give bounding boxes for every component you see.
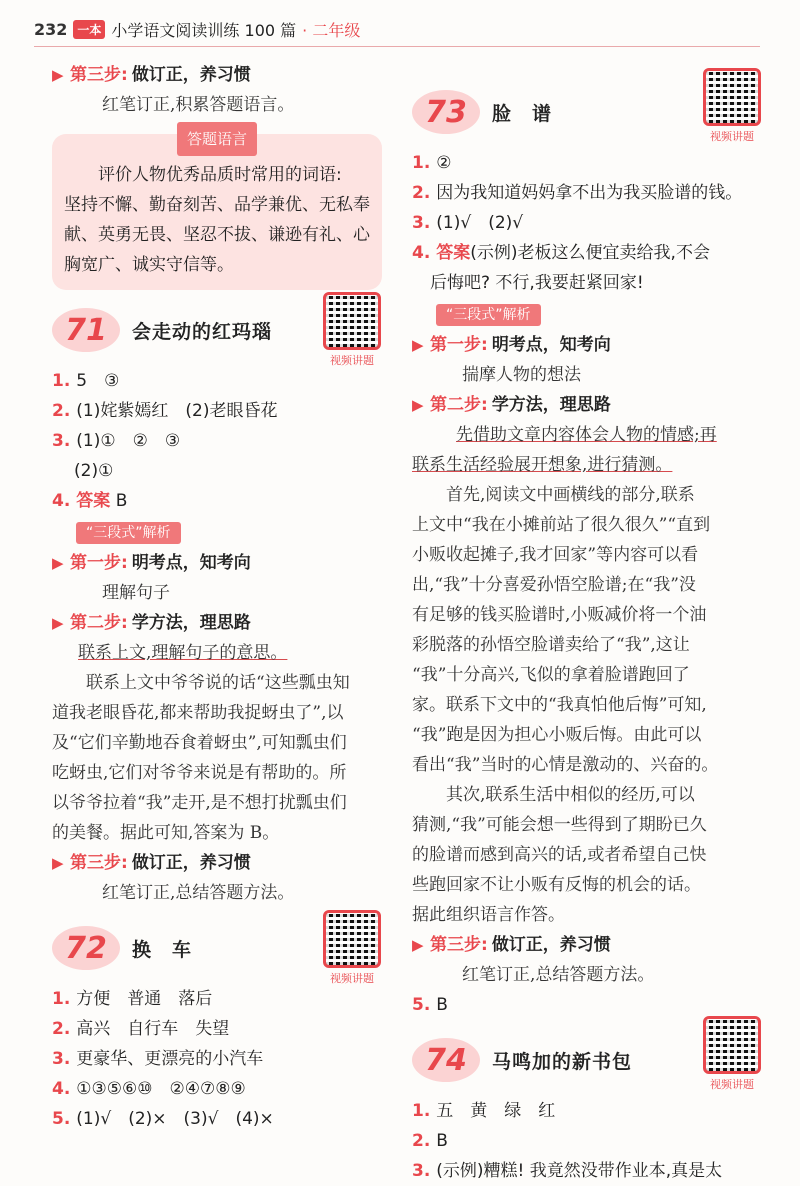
para-line: 道我老眼昏花,都来帮助我捉蚜虫了”,以 [52,703,344,723]
chapter-number-badge: 73 [412,90,480,134]
step-body: 联系上文,理解句子的意思。 [78,643,288,663]
para-line: 以爷爷拉着“我”走开,是不想打扰瓢虫们 [52,793,347,813]
arrow-icon: ▶ [412,336,424,354]
para-line: 其次,联系生活中相似的经历,可以 [446,785,695,805]
para-line: 吃蚜虫,它们对爷爷来说是有帮助的。所 [52,763,347,783]
step-text: 做订正，养习惯 [131,65,251,85]
para-line: “我”跑是因为担心小贩后悔。由此可以 [412,725,702,745]
para-line: 些跑回家不让小贩有反悔的机会的话。 [412,875,701,895]
arrow-icon: ▶ [52,614,64,632]
box-line: 胸宽广、诚实守信等。 [64,255,234,275]
chapter-title: 马鸣加的新书包 [492,1050,633,1073]
step3-heading [52,60,382,90]
para-line: 家。联系下文中的“我真怕他后悔”可知, [412,695,707,715]
step3-heading: ▶ 第三步: 做订正，养习惯 [52,848,382,878]
answer-item: 4. 答案(示例)老板这么便宜卖给我,不会 [412,243,710,263]
right-column [412,60,762,1186]
para-line: “我”十分高兴,飞似的拿着脸谱跑回了 [412,665,690,685]
para-line: 出,“我”十分喜爱孙悟空脸谱;在“我”没 [412,575,696,595]
answer-item: 4. 答案 B [52,491,128,511]
chapter-74-heading [412,1030,762,1090]
para-line: 及“它们辛勤地吞食着蚜虫”,可知瓢虫们 [52,733,347,753]
chapter-title: 脸 谱 [492,102,553,125]
step2-heading: ▶ 第二步: 学方法，理思路 [412,390,762,420]
step-body: 先借助文章内容体会人物的情感;再 [456,425,717,445]
para-line: 猜测,“我”可能会想一些得到了期盼已久 [412,815,707,835]
qr-code[interactable] [322,910,382,986]
qr-code[interactable] [322,292,382,368]
answer-item: 3. (示例)糟糕! 我竟然没带作业本,真是太 [412,1161,723,1181]
chapter-71-heading [52,300,382,367]
page-header [34,14,360,44]
left-column [52,60,382,1134]
answer-item: 2. 高兴 自行车 失望 [52,1019,230,1039]
step-body: 红笔订正,总结答题方法。 [462,965,655,985]
para-line: 联系上文中爷爷说的话“这些瓢虫知 [86,673,350,693]
analysis-pill: “三段式”解析 [76,522,181,544]
qr-caption: 视频讲题 [710,1078,754,1091]
para-line: 的美餐。据此可知,答案为 B。 [52,823,280,843]
answer-item: 后悔吧? 不行,我要赶紧回家! [430,273,644,293]
step-body: 揣摩人物的想法 [462,365,581,385]
arrow-icon: ▶ [412,396,424,414]
analysis-pill: “三段式”解析 [436,304,541,326]
arrow-icon: ▶ [412,936,424,954]
arrow-icon: ▶ [52,854,64,872]
box-tag: 答题语言 [177,122,257,156]
answer-item: 1. 5 ③ [52,371,120,391]
chapter-number-badge: 72 [52,926,120,970]
qr-code-icon [703,68,761,126]
answer-language-box [52,130,382,290]
step-body: 联系生活经验展开想象,进行猜测。 [412,455,673,475]
chapter-72-heading [52,918,382,985]
qr-code[interactable] [702,68,762,144]
step-body: 红笔订正,积累答题语言。 [102,95,295,115]
box-line: 坚持不懈、勤奋刻苦、品学兼优、无私奉 [64,195,370,215]
step1-heading: ▶ 第一步: 明考点，知考向 [52,548,382,578]
answer-item: 3. (1)① ② ③ [52,431,181,451]
para-line: 看出“我”当时的心情是激动的、兴奋的。 [412,755,719,775]
series-logo: 一本 [73,20,105,39]
qr-code-icon [323,910,381,968]
answer-item: 5. B [412,995,448,1015]
para-line: 小贩收起摊子,我才回家”等内容可以看 [412,545,699,565]
qr-code-icon [703,1016,761,1074]
box-line: 献、英勇无畏、坚忍不拔、谦逊有礼、心 [64,225,370,245]
answer-item: 1. 五 黄 绿 红 [412,1101,556,1121]
step2-heading: ▶ 第二步: 学方法，理思路 [52,608,382,638]
step-label: 第三步: [70,65,128,85]
answer-item: 3. 更豪华、更漂亮的小汽车 [52,1049,264,1069]
qr-code-icon [323,292,381,350]
step3-heading: ▶ 第三步: 做订正，养习惯 [412,930,762,960]
answer-item: 2. 因为我知道妈妈拿不出为我买脸谱的钱。 [412,183,743,203]
para-line: 的脸谱而感到高兴的话,或者希望自己快 [412,845,707,865]
para-line: 据此组织语言作答。 [412,905,565,925]
answer-item: 4. ①③⑤⑥⑩ ②④⑦⑧⑨ [52,1079,246,1099]
step-body: 红笔订正,总结答题方法。 [102,883,295,903]
box-line: 评价人物优秀品质时常用的词语: [98,165,342,185]
qr-caption: 视频讲题 [330,354,374,367]
chapter-number-badge: 71 [52,308,120,352]
para-line: 彩脱落的孙悟空脸谱卖给了“我”,这让 [412,635,690,655]
arrow-icon: ▶ [52,66,64,84]
header-divider [34,46,760,47]
answer-item: 5. (1)√ (2)× (3)√ (4)× [52,1109,274,1129]
answer-item: 2. B [412,1131,448,1151]
step1-heading: ▶ 第一步: 明考点，知考向 [412,330,762,360]
answer-item: 1. 方便 普通 落后 [52,989,213,1009]
chapter-73-heading [412,82,762,142]
grade-label: · 二年级 [302,20,361,40]
chapter-number-badge: 74 [412,1038,480,1082]
book-title: 小学语文阅读训练 100 篇 [111,20,297,40]
arrow-icon: ▶ [52,554,64,572]
para-line: 首先,阅读文中画横线的部分,联系 [446,485,695,505]
page-number: 232 [34,19,68,39]
answer-item: 1. ② [412,153,452,173]
answer-item: 2. (1)姹紫嫣红 (2)老眼昏花 [52,401,278,421]
para-line: 上文中“我在小摊前站了很久很久”“直到 [412,515,711,535]
answer-item: 3. (1)√ (2)√ [412,213,524,233]
answer-item: (2)① [74,461,114,481]
qr-caption: 视频讲题 [710,130,754,143]
step-body: 理解句子 [102,583,170,603]
chapter-title: 换 车 [132,938,193,961]
qr-code[interactable] [702,1016,762,1092]
para-line: 有足够的钱买脸谱时,小贩减价将一个油 [412,605,707,625]
qr-caption: 视频讲题 [330,972,374,985]
chapter-title: 会走动的红玛瑙 [132,320,273,343]
